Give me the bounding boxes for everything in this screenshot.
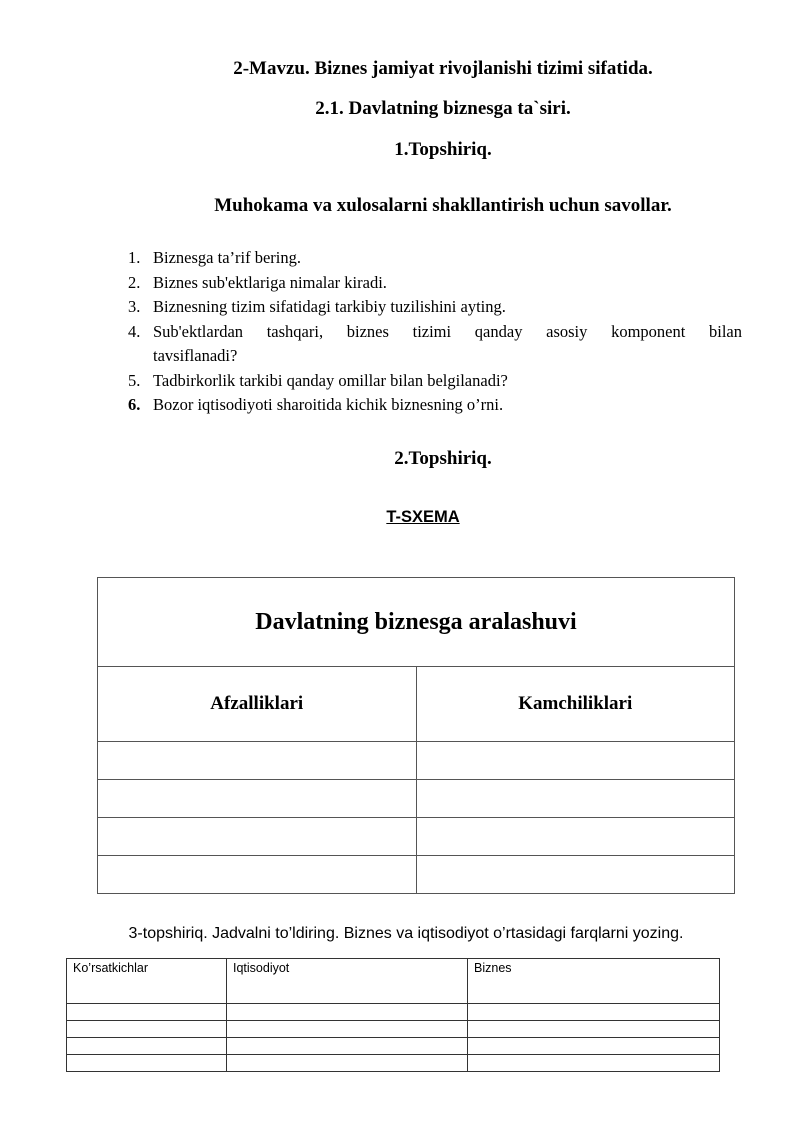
table-cell[interactable] <box>468 1055 720 1072</box>
table-row <box>67 1038 720 1055</box>
table-row <box>67 1021 720 1038</box>
table-row <box>98 742 735 780</box>
table-cell[interactable] <box>416 818 735 856</box>
list-item-text: Sub'ektlardan tashqari, biznes tizimi qanday asosiy komponent bilan <box>153 321 742 341</box>
table-cell[interactable] <box>67 1038 227 1055</box>
table-cell[interactable] <box>227 1004 468 1021</box>
table-cell[interactable] <box>67 1004 227 1021</box>
table-cell[interactable] <box>416 780 735 818</box>
table-cell[interactable] <box>98 780 417 818</box>
list-item-text: Tadbirkorlik tarkibi qanday omillar bilan belgilanadi? <box>153 370 508 390</box>
col-header-advantages: Afzalliklari <box>98 667 417 742</box>
table-cell[interactable] <box>468 1038 720 1055</box>
list-item-text: Biznesga ta’rif bering. <box>153 248 301 267</box>
list-item-text: Biznesning tizim sifatidagi tarkibiy tuzilishini ayting. <box>153 297 506 316</box>
list-item-number: 4. <box>128 321 141 341</box>
table-cell[interactable] <box>98 742 417 780</box>
list-item <box>128 393 742 418</box>
task1-heading: 1.Topshiriq. <box>394 139 492 160</box>
table-cell[interactable] <box>67 1021 227 1038</box>
list-item-number: 6. <box>128 395 141 414</box>
table-row <box>98 780 735 818</box>
table-cell[interactable] <box>98 818 417 856</box>
topic-heading: 2-Mavzu. Biznes jamiyat rivojlanishi tizimi sifatida. <box>233 58 653 79</box>
table-row <box>98 856 735 894</box>
col-header-economy: Iqtisodiyot <box>227 959 468 1004</box>
t-scheme-label: T-SXEMA <box>386 508 460 526</box>
table-cell[interactable] <box>468 1004 720 1021</box>
task2-heading: 2.Topshiriq. <box>394 448 492 469</box>
list-item <box>128 295 742 320</box>
subtopic-heading: 2.1. Davlatning biznesga ta`siri. <box>315 98 571 119</box>
table-cell[interactable] <box>227 1038 468 1055</box>
comparison-table <box>66 958 720 1072</box>
table-cell[interactable] <box>227 1055 468 1072</box>
table-cell[interactable] <box>98 856 417 894</box>
list-item <box>128 369 742 394</box>
list-item-text: Biznes sub'ektlariga nimalar kiradi. <box>153 272 387 292</box>
col-header-disadvantages: Kamchiliklari <box>416 667 735 742</box>
questions-list <box>128 246 742 418</box>
list-item-number: 2. <box>128 272 141 292</box>
list-item-number: 1. <box>128 248 141 267</box>
table-cell[interactable] <box>67 1055 227 1072</box>
list-item <box>128 271 742 296</box>
list-item-text: Bozor iqtisodiyoti sharoitida kichik biznesning o’rni. <box>153 395 504 414</box>
questions-title: Muhokama va xulosalarni shakllantirish uchun savollar. <box>214 195 672 216</box>
list-item-number: 3. <box>128 297 141 316</box>
table-cell[interactable] <box>227 1021 468 1038</box>
t-scheme-table <box>97 577 735 894</box>
table-cell[interactable] <box>416 856 735 894</box>
list-item <box>128 246 742 271</box>
table-row <box>67 1004 720 1021</box>
list-item <box>128 320 742 369</box>
col-header-business: Biznes <box>468 959 720 1004</box>
col-header-indicators: Ko’rsatkichlar <box>67 959 227 1004</box>
list-item-text-continued: tavsiflanadi? <box>153 346 238 365</box>
list-item-number: 5. <box>128 370 141 390</box>
table-cell[interactable] <box>416 742 735 780</box>
table-cell[interactable] <box>468 1021 720 1038</box>
table-row <box>98 818 735 856</box>
t-scheme-title: Davlatning biznesga aralashuvi <box>98 578 735 667</box>
table-row <box>67 1055 720 1072</box>
task3-instruction: 3-topshiriq. Jadvalni to’ldiring. Biznes va iqtisodiyot o’rtasidagi farqlarni yozing. <box>128 925 684 942</box>
